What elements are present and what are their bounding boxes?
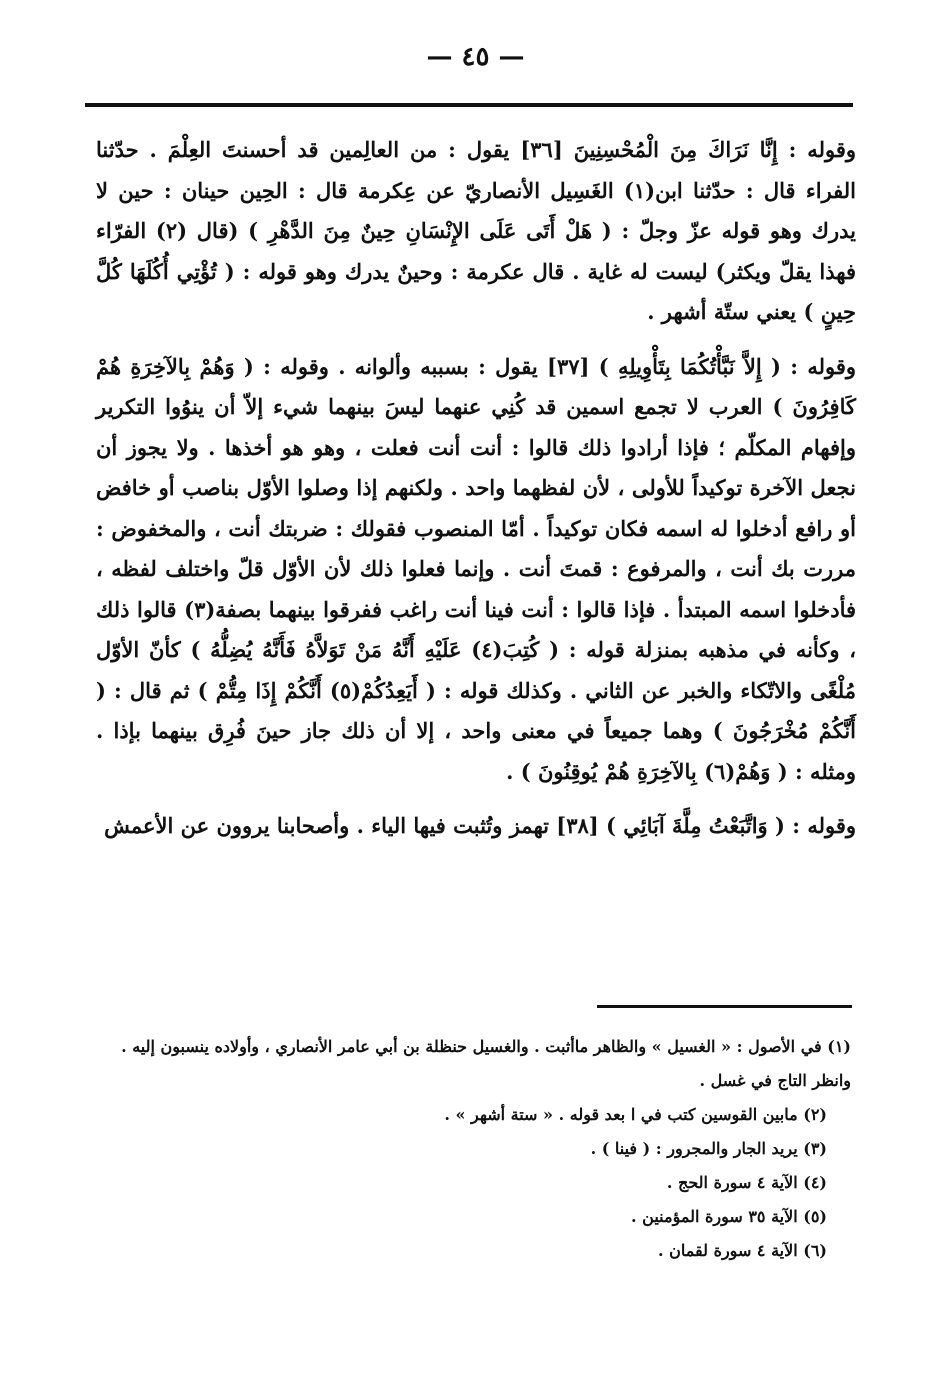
footnote-1-continued: وانظر التاج في غسل .	[699, 1071, 851, 1090]
footnote-6: (٦) الآية ٤ سورة لقمان .	[658, 1241, 827, 1260]
footnotes	[96, 1030, 851, 1268]
paragraph-1: وقوله : إِنَّا نَرَاكَ مِنَ الْمُحْسِنِينَ [٣٦] يقول : من العالِمين قد أحسنتَ العِلْمَ . حدّثنا الفراء قال : حدّثنا ابن(١) الغَسِيل الأنصاريّ عن عِكرمة قال : الحِين حينان : حين لا يدرك وهو قوله عزّ وجلّ : ( هَلْ أَتَى عَلَى الإِنْسَانِ حِينٌ مِنَ الدَّهْرِ ) (قال (٢) الفرّاء فهذا يقلّ ويكثر) ليست له غاية . قال عكرمة : وحينٌ يدرك وهو قوله : ( تُؤْتِي أُكُلَهَا كُلَّ حِينٍ ) يعني ستّة أشهر .	[96, 137, 857, 324]
footnote-4: (٤) الآية ٤ سورة الحج .	[666, 1173, 827, 1192]
footnote-5: (٥) الآية ٣٥ سورة المؤمنين .	[631, 1207, 827, 1226]
footnote-1: (١) في الأصول : « الغسيل » والظاهر ماأثبت . والغسيل حنظلة بن أبي عامر الأنصاري ، وأولاده ينسبون إليه .	[121, 1037, 851, 1056]
page-number: — ٤٥ —	[426, 42, 525, 72]
footnote-rule	[597, 1005, 852, 1008]
footnote-2: (٢) مابين القوسين كتب في ا بعد قوله . « ستة أشهر » .	[444, 1105, 827, 1124]
main-text	[96, 130, 856, 861]
header-rule	[85, 103, 853, 107]
paragraph-2: وقوله : ( إِلاَّ نَبَّأْتُكُمَا بِتَأْوِيلِهِ ) [٣٧] يقول : بسببه وألوانه . وقوله : ( وَهُمْ بِالآخِرَةِ هُمْ كَافِرُونَ ) العرب لا تجمع اسمين قد كُنِي عنهما ليسَ بينهما شيء إلاّ أن ينوُوا التكرير وإفهام المكلّم ؛ فإذا أرادوا ذلك قالوا : أنت أنت فعلت ، وهو هو أخذها . ولا يجوز أن نجعل الآخرة توكيداً للأولى ، لأن لفظهما واحد . ولكنهم إذا وصلوا الأوّل بناصب أو خافض أو رافع أدخلوا له اسمه فكان توكيداً . أمّا المنصوب فقولك : ضربتك أنت ، والمخفوض : مررت بك أنت ، والمرفوع : قمتَ أنت . وإنما فعلوا ذلك لأن الأوّل قلّ واختلف لفظه ، فأدخلوا اسمه المبتدأ . فإذا قالوا : أنت فينا أنت راغب ففرقوا بينهما بصفة(٣) قالوا ذلك ، وكأنه في مذهبه بمنزلة قوله : ( كُتِبَ(٤) عَلَيْهِ أَنَّهُ مَنْ تَوَلاَّهُ فَأَنَّهُ يُضِلُّهُ ) كأنّ الأوّل مُلْغًى والاتّكاء والخبر عن الثاني . وكذلك قوله : ( أَيَعِدُكُمْ(٥) أَنَّكُمْ إِذَا مِتُّمْ ) ثم قال : ( أَنَّكُمْ مُخْرَجُونَ ) وهما جميعاً في معنى واحد ، إلا أن ذلك جاز حينَ فُرِق بينهما بإذا . ومثله : ( وَهُمْ(٦) بِالآخِرَةِ هُمْ يُوقِنُونَ ) .	[96, 353, 857, 784]
footnote-3: (٣) يريد الجار والمجرور : ( فينا ) .	[590, 1139, 827, 1158]
paragraph-3: وقوله : ( وَاتَّبَعْتُ مِلَّةَ آبَائِي ) [٣٨] تهمز وتُثبت فيها الياء . وأصحابنا يروون عن الأعمش	[104, 813, 856, 838]
